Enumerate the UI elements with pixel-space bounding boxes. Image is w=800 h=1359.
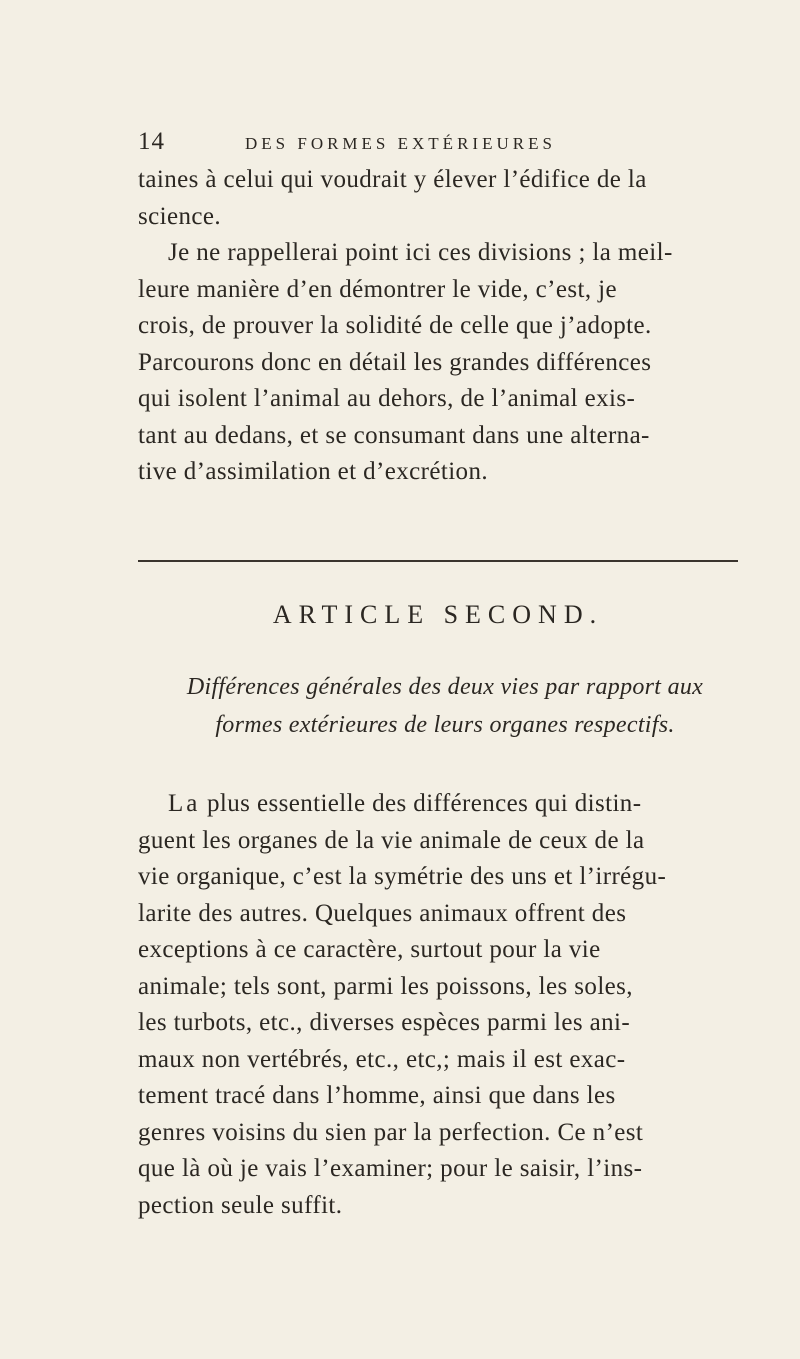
text-line: tant au dedans, et se consumant dans une alterna- [138,421,650,449]
text-line: pection seule suffit. [138,1191,343,1219]
text-line: animale; tels sont, parmi les poissons, les soles, [138,972,633,1000]
text-line: tive d’assimilation et d’excrétion. [138,458,489,485]
subtitle-line: formes extérieures de leurs organes respectifs. [215,712,675,738]
body-text [138,786,738,1224]
section-divider [138,560,738,562]
article-heading: ARTICLE SECOND. [272,600,604,629]
text-line: genres voisins du sien par la perfection. Ce n’est [138,1118,644,1146]
text-line: Je ne rappellerai point ici ces divisions ; la meil- [168,239,673,266]
text-line: les turbots, etc., diverses espèces parmi les ani- [138,1009,631,1036]
running-head [138,128,718,158]
text-fragment: plus essentielle des différences qui distin- [200,790,642,817]
text-line: Parcourons donc en détail les grandes différences [138,348,652,376]
dropcap-text: La [168,790,201,817]
text-line: que là où je vais l’examiner; pour le saisir, l’ins- [138,1155,643,1182]
text-line: maux non vertébrés, etc., etc,; mais il est exac- [138,1045,626,1073]
article-subtitle [150,668,740,744]
page-number: 14 [138,128,165,155]
text-line: taines à celui qui voudrait y élever l’édifice de la [138,166,647,193]
text-line: crois, de prouver la solidité de celle que j’adopte. [138,312,652,339]
body-text [138,162,738,491]
text-line: guent les organes de la vie animale de ceux de la [138,826,645,854]
text-line: science. [138,202,222,230]
text-line: exceptions à ce caractère, surtout pour la vie [138,936,601,963]
text-line: vie organique, c’est la symétrie des uns et l’irrégu- [138,863,667,890]
text-line [138,786,738,823]
subtitle-line: Différences générales des deux vies par rapport aux [186,674,704,700]
running-title: DES FORMES EXTÉRIEURES [245,134,556,153]
text-line: qui isolent l’animal au dehors, de l’animal exis- [138,385,636,412]
text-line: tement tracé dans l’homme, ainsi que dans les [138,1082,616,1109]
text-line: leure manière d’en démontrer le vide, c’est, je [138,275,617,303]
text-line: larite des autres. Quelques animaux offrent des [138,899,627,927]
